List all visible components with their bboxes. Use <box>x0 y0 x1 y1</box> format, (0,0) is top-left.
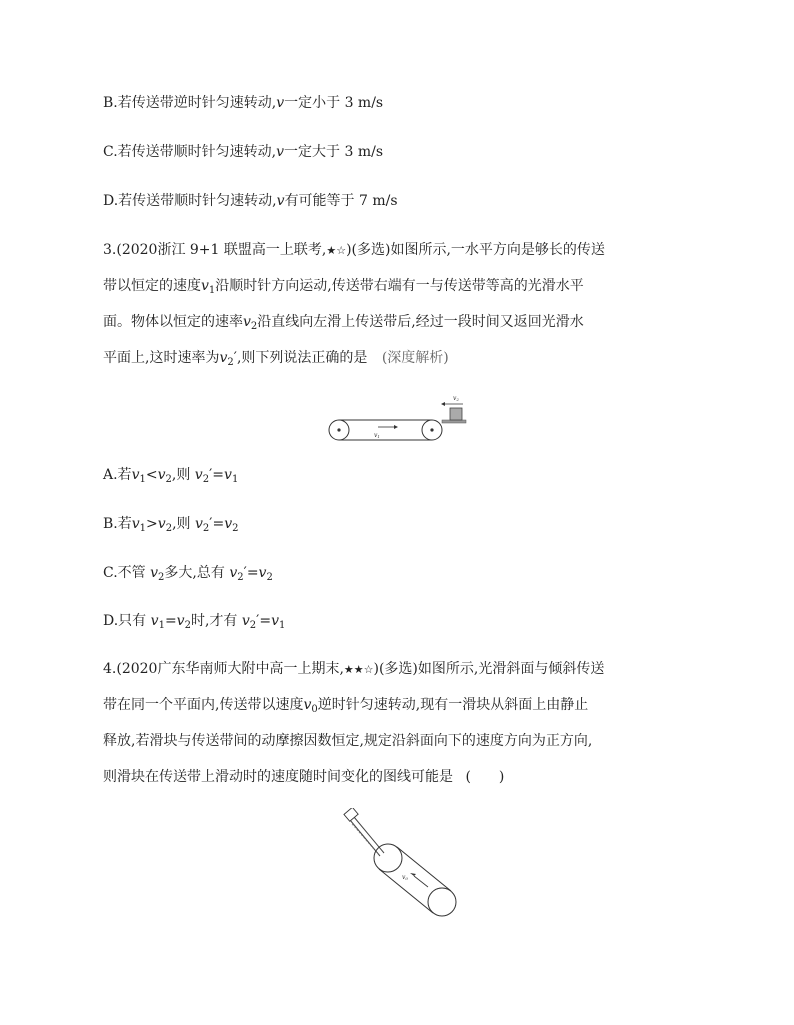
q4-stem-line-1: 4.(2020广东华南师大附中高一上期末,★★☆)(多选)如图所示,光滑斜面与倾斜传送 <box>103 661 605 677</box>
q3-stem-line-4: 平面上,这时速率为$v_2'$,则下列说法正确的是 (深度解析) <box>103 350 449 368</box>
block <box>450 408 462 420</box>
q2-option-b: B.若传送带逆时针匀速转动,v一定小于 3 m/s <box>103 95 384 111</box>
q3-stem-line-3: 面。物体以恒定的速率$v_2$沿直线向左滑上传送带后,经过一段时间又返回光滑水 <box>103 314 584 332</box>
q2-option-d: D.若传送带顺时针匀速转动,v有可能等于 7 m/s <box>103 193 398 209</box>
q3-stem-line-2: 带以恒定的速度$v_1$沿顺时针方向运动,传送带右端有一与传送带等高的光滑水平 <box>103 278 584 296</box>
smooth-platform <box>442 420 466 423</box>
q4-stem-line-3: 释放,若滑块与传送带间的动摩擦因数恒定,规定沿斜面向下的速度方向为正方向, <box>103 733 593 749</box>
difficulty-stars-icon: ★★☆ <box>343 663 374 676</box>
inclined-belt-figure <box>340 808 470 922</box>
deep-analysis-link[interactable]: (深度解析) <box>381 350 449 366</box>
q4-stem-line-2: 带在同一个平面内,传送带以速度$v_0$逆时针匀速转动,现有一滑块从斜面上由静止 <box>103 697 589 715</box>
q4-stem-line-4: 则滑块在传送带上滑动时的速度随时间变化的图线可能是 ( ) <box>103 769 505 785</box>
q3-option-d: D.只有 $v_1=v_2$时,才有 $v_2'=v_1$ <box>103 613 286 631</box>
v2-label: v2 <box>453 395 459 402</box>
v0-label: v0 <box>402 874 408 881</box>
answer-blank: ( ) <box>465 769 505 785</box>
q3-option-a: A.若$v_1<v_2$,则 $v_2'=v_1$ <box>103 467 239 485</box>
v1-label: v1 <box>374 432 380 439</box>
q3-option-c: C.不管 $v_2$多大,总有 $v_2'=v_2$ <box>103 565 273 583</box>
difficulty-stars-icon: ★☆ <box>326 244 347 257</box>
q3-stem-line-1: 3.(2020浙江 9+1 联盟高一上联考,★☆)(多选)如图所示,一水平方向是够长的传送 <box>103 242 605 258</box>
q3-option-b: B.若$v_1>v_2$,则 $v_2'=v_2$ <box>103 516 239 534</box>
conveyor-belt-figure <box>322 394 468 444</box>
q2-option-c: C.若传送带顺时针匀速转动,v一定大于 3 m/s <box>103 144 384 160</box>
